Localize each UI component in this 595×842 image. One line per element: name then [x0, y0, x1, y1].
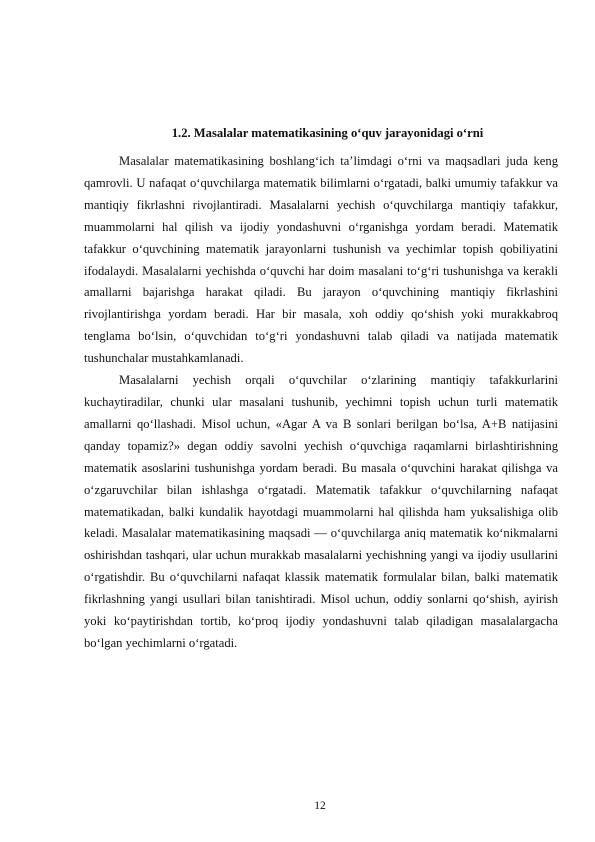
body-text [84, 151, 558, 655]
paragraph-1: Masalalar matematikasining boshlang‘ich ta’limdagi o‘rni va maqsadlari juda keng qamrovli. U nafaqat o‘quvchilarga matematik bilimlarni o‘rgatadi, balki umumiy tafakkur va mantiqiy fikrlashni rivojlantiradi. Masalalarni yechish o‘quvchilarga mantiqiy tafakkur, muammolarni hal qilish va ijodiy yondashuvni o‘rganishga yordam beradi. Matematik tafakkur o‘quvchining matematik jarayonlarni tushunish va yechimlar topish qobiliyatini ifodalaydi. Masalalarni yechishda o‘quvchi har doim masalani to‘g‘ri tushunishga va kerakli amallarni bajarishga harakat qiladi. Bu jarayon o‘quvchining mantiqiy fikrlashini rivojlantirishga yordam beradi. Har bir masala, xoh oddiy qo‘shish yoki murakkabroq tenglama bo‘lsin, o‘quvchidan to‘g‘ri yondashuvni talab qiladi va natijada matematik tushunchalar mustahkamlanadi. [84, 154, 558, 366]
page-number: 12 [314, 800, 326, 812]
paragraph-2: Masalalarni yechish orqali o‘quvchilar o‘zlarining mantiqiy tafakkurlarini kuchaytiradilar, chunki ular masalani tushunib, yechimni topish uchun turli matematik amallarni qo‘llashadi. Misol uchun, «Agar A va B sonlari berilgan bo‘lsa, A+B natijasini qanday topamiz?» degan oddiy savolni yechish o‘quvchiga raqamlarni birlashtirishning matematik asoslarini tushunishga yordam beradi. Bu masala o‘quvchini harakat qilishga va o‘zgaruvchilar bilan ishlashga o‘rgatadi. Matematik tafakkur o‘quvchilarning nafaqat matematikadan, balki kundalik hayotdagi muammolarni hal qilishda ham yuksalishiga olib keladi. Masalalar matematikasining maqsadi — o‘quvchilarga aniq matematik ko‘nikmalarni oshirishdan tashqari, ular uchun murakkab masalalarni yechishning yangi va ijodiy usullarini o‘rgatishdir. Bu o‘quvchilarni nafaqat klassik matematik formulalar bilan, balki matematik fikrlashning yangi usullari bilan tanishtiradi. Misol uchun, oddiy sonlarni qo‘shish, ayirish yoki ko‘paytirishdan tortib, ko‘proq ijodiy yondashuvni talab qiladigan masalalargacha bo‘lgan yechimlarni o‘rgatadi. [84, 373, 558, 650]
section-heading: 1.2. Masalalar matematikasining o‘quv jarayonidagi o‘rni [171, 126, 484, 140]
